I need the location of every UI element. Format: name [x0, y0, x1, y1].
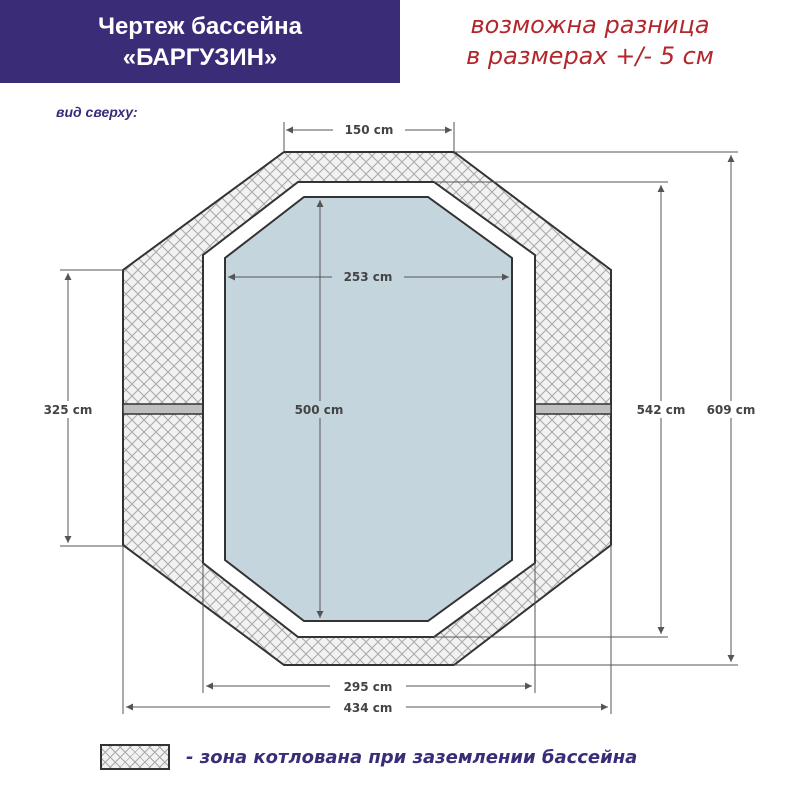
- dim-bottom-width: 295 cm: [343, 680, 393, 694]
- dim-total-width: 434 cm: [343, 701, 393, 715]
- pool-water: [225, 197, 512, 621]
- note-line-1: возможна разница: [470, 11, 710, 39]
- dim-left-straight: 325 cm: [43, 403, 93, 417]
- dim-inner-length: 500 cm: [294, 403, 344, 417]
- view-label: вид сверху:: [56, 104, 138, 120]
- dim-top-width: 150 cm: [344, 123, 394, 137]
- legend-text: - зона котлована при заземлении бассейна: [186, 746, 638, 768]
- right-support-beam: [532, 404, 611, 414]
- title-line-2: «БАРГУЗИН»: [122, 43, 278, 71]
- legend: [100, 744, 637, 770]
- dim-total-length: 609 cm: [706, 403, 756, 417]
- title-line-1: Чертеж бассейна: [98, 12, 302, 40]
- dim-inner-width: 253 cm: [343, 270, 393, 284]
- dim-outer-length: 542 cm: [636, 403, 686, 417]
- left-support-beam: [123, 404, 205, 414]
- note-line-2: в размерах +/- 5 см: [466, 42, 714, 70]
- hatch-swatch: [100, 744, 170, 770]
